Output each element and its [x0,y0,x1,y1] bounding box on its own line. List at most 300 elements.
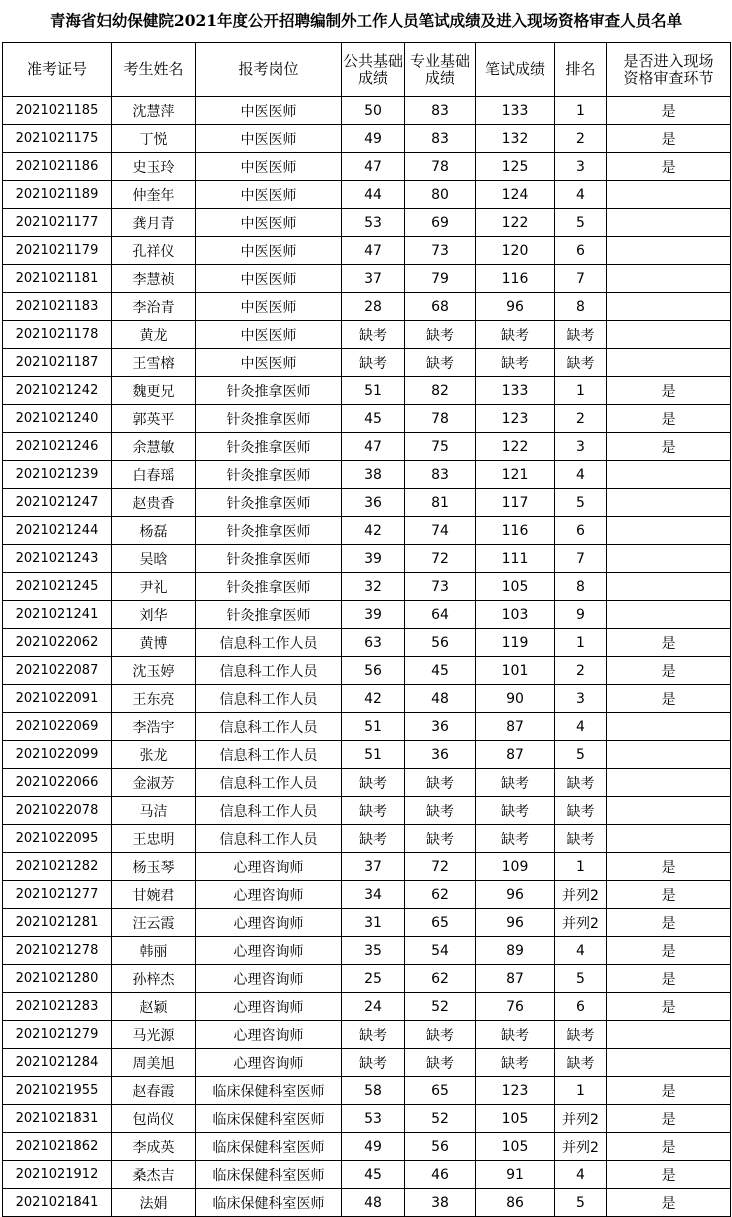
cell-public-score: 缺考 [342,797,405,825]
cell-review [607,181,731,209]
cell-name: 余慧敏 [112,433,196,461]
cell-name: 王雪榕 [112,349,196,377]
cell-professional-score: 56 [405,1133,476,1161]
cell-professional-score: 52 [405,993,476,1021]
cell-review: 是 [607,1133,731,1161]
cell-exam-id: 2021021240 [3,405,112,433]
cell-written-score: 87 [476,741,555,769]
cell-rank: 并列2 [555,1105,607,1133]
table-row [3,1161,731,1189]
cell-position: 信息科工作人员 [196,825,342,853]
cell-position: 针灸推拿医师 [196,433,342,461]
table-row [3,629,731,657]
cell-name: 金淑芳 [112,769,196,797]
cell-review [607,797,731,825]
cell-position: 中医医师 [196,321,342,349]
cell-rank: 并列2 [555,881,607,909]
cell-exam-id: 2021021241 [3,601,112,629]
cell-review [607,237,731,265]
header-professional-score [405,43,476,97]
cell-position: 临床保健科室医师 [196,1133,342,1161]
cell-written-score: 101 [476,657,555,685]
cell-professional-score: 68 [405,293,476,321]
cell-professional-score: 83 [405,97,476,125]
table-row [3,153,731,181]
cell-name: 黄博 [112,629,196,657]
cell-rank: 3 [555,433,607,461]
table-row [3,321,731,349]
cell-rank: 并列2 [555,1133,607,1161]
cell-exam-id: 2021021177 [3,209,112,237]
cell-written-score: 91 [476,1161,555,1189]
cell-name: 赵贵香 [112,489,196,517]
cell-exam-id: 2021021283 [3,993,112,1021]
cell-review [607,741,731,769]
cell-professional-score: 72 [405,545,476,573]
cell-public-score: 缺考 [342,1049,405,1077]
cell-professional-score: 缺考 [405,825,476,853]
cell-name: 龚月青 [112,209,196,237]
cell-rank: 1 [555,629,607,657]
cell-name: 李浩宇 [112,713,196,741]
cell-name: 包尚仪 [112,1105,196,1133]
cell-public-score: 32 [342,573,405,601]
cell-review [607,349,731,377]
cell-exam-id: 2021022078 [3,797,112,825]
cell-position: 心理咨询师 [196,909,342,937]
cell-position: 针灸推拿医师 [196,405,342,433]
cell-name: 仲奎年 [112,181,196,209]
header-rank: 排名 [555,43,607,97]
table-row [3,237,731,265]
cell-rank: 5 [555,489,607,517]
cell-rank: 5 [555,741,607,769]
header-review-line1: 是否进入现场 [623,51,714,70]
cell-exam-id: 2021021281 [3,909,112,937]
cell-rank: 4 [555,461,607,489]
cell-public-score: 35 [342,937,405,965]
cell-position: 针灸推拿医师 [196,573,342,601]
table-row [3,405,731,433]
cell-review [607,461,731,489]
table-row [3,713,731,741]
cell-name: 孔祥仪 [112,237,196,265]
cell-public-score: 58 [342,1077,405,1105]
table-row [3,545,731,573]
cell-review [607,1021,731,1049]
cell-position: 针灸推拿医师 [196,461,342,489]
cell-written-score: 111 [476,545,555,573]
cell-public-score: 缺考 [342,1021,405,1049]
cell-name: 赵颖 [112,993,196,1021]
cell-name: 刘华 [112,601,196,629]
cell-position: 信息科工作人员 [196,713,342,741]
cell-public-score: 53 [342,1105,405,1133]
table-header-row [3,43,731,97]
cell-exam-id: 2021021179 [3,237,112,265]
cell-review: 是 [607,993,731,1021]
cell-public-score: 48 [342,1189,405,1217]
cell-written-score: 86 [476,1189,555,1217]
cell-rank: 缺考 [555,1049,607,1077]
cell-name: 马光源 [112,1021,196,1049]
cell-position: 中医医师 [196,97,342,125]
cell-rank: 4 [555,713,607,741]
cell-professional-score: 80 [405,181,476,209]
cell-exam-id: 2021021831 [3,1105,112,1133]
cell-professional-score: 81 [405,489,476,517]
cell-review [607,489,731,517]
cell-written-score: 122 [476,433,555,461]
cell-public-score: 24 [342,993,405,1021]
cell-review [607,825,731,853]
cell-professional-score: 缺考 [405,769,476,797]
cell-position: 信息科工作人员 [196,769,342,797]
cell-written-score: 105 [476,1133,555,1161]
cell-rank: 4 [555,181,607,209]
cell-written-score: 缺考 [476,1021,555,1049]
table-row [3,517,731,545]
table-row [3,377,731,405]
cell-rank: 1 [555,853,607,881]
cell-review: 是 [607,853,731,881]
cell-written-score: 105 [476,1105,555,1133]
table-row [3,573,731,601]
cell-professional-score: 62 [405,965,476,993]
cell-name: 沈慧萍 [112,97,196,125]
cell-position: 心理咨询师 [196,965,342,993]
cell-name: 郭英平 [112,405,196,433]
cell-position: 中医医师 [196,209,342,237]
cell-name: 杨玉琴 [112,853,196,881]
cell-rank: 8 [555,573,607,601]
cell-public-score: 25 [342,965,405,993]
table-row [3,209,731,237]
cell-written-score: 缺考 [476,797,555,825]
cell-review [607,209,731,237]
cell-position: 信息科工作人员 [196,657,342,685]
cell-written-score: 133 [476,97,555,125]
cell-professional-score: 79 [405,265,476,293]
cell-rank: 缺考 [555,769,607,797]
cell-position: 针灸推拿医师 [196,545,342,573]
cell-professional-score: 62 [405,881,476,909]
cell-written-score: 132 [476,125,555,153]
header-position: 报考岗位 [196,43,342,97]
cell-exam-id: 2021021278 [3,937,112,965]
cell-review [607,769,731,797]
cell-professional-score: 46 [405,1161,476,1189]
cell-review: 是 [607,629,731,657]
cell-position: 心理咨询师 [196,881,342,909]
cell-rank: 4 [555,1161,607,1189]
cell-name: 汪云霞 [112,909,196,937]
cell-name: 尹礼 [112,573,196,601]
cell-name: 李成英 [112,1133,196,1161]
cell-professional-score: 45 [405,657,476,685]
cell-position: 针灸推拿医师 [196,377,342,405]
cell-rank: 2 [555,405,607,433]
cell-position: 信息科工作人员 [196,741,342,769]
table-row [3,97,731,125]
cell-exam-id: 2021021186 [3,153,112,181]
cell-professional-score: 缺考 [405,349,476,377]
cell-name: 张龙 [112,741,196,769]
cell-written-score: 116 [476,517,555,545]
cell-rank: 5 [555,965,607,993]
cell-public-score: 31 [342,909,405,937]
cell-exam-id: 2021021242 [3,377,112,405]
cell-review [607,293,731,321]
cell-review: 是 [607,965,731,993]
cell-review: 是 [607,1077,731,1105]
cell-exam-id: 2021021178 [3,321,112,349]
cell-rank: 缺考 [555,1021,607,1049]
cell-position: 中医医师 [196,293,342,321]
cell-rank: 5 [555,209,607,237]
cell-position: 心理咨询师 [196,1049,342,1077]
cell-public-score: 36 [342,489,405,517]
cell-position: 心理咨询师 [196,937,342,965]
table-row [3,1077,731,1105]
cell-rank: 8 [555,293,607,321]
cell-public-score: 42 [342,517,405,545]
cell-rank: 5 [555,1189,607,1217]
cell-exam-id: 2021022095 [3,825,112,853]
cell-position: 针灸推拿医师 [196,517,342,545]
cell-written-score: 123 [476,1077,555,1105]
cell-written-score: 缺考 [476,349,555,377]
cell-public-score: 37 [342,853,405,881]
cell-professional-score: 73 [405,573,476,601]
cell-review [607,601,731,629]
table-row [3,657,731,685]
cell-position: 中医医师 [196,349,342,377]
cell-name: 李治青 [112,293,196,321]
cell-review [607,517,731,545]
table-row [3,1133,731,1161]
cell-name: 魏更兄 [112,377,196,405]
cell-written-score: 123 [476,405,555,433]
table-row [3,741,731,769]
cell-rank: 缺考 [555,349,607,377]
cell-public-score: 42 [342,685,405,713]
cell-exam-id: 2021022091 [3,685,112,713]
cell-name: 马洁 [112,797,196,825]
cell-written-score: 117 [476,489,555,517]
cell-professional-score: 82 [405,377,476,405]
cell-professional-score: 64 [405,601,476,629]
table-row [3,1189,731,1217]
cell-review: 是 [607,685,731,713]
cell-written-score: 缺考 [476,321,555,349]
table-row [3,685,731,713]
table-row [3,601,731,629]
cell-exam-id: 2021022066 [3,769,112,797]
cell-public-score: 缺考 [342,769,405,797]
cell-exam-id: 2021021239 [3,461,112,489]
cell-review [607,1049,731,1077]
cell-public-score: 50 [342,97,405,125]
cell-written-score: 124 [476,181,555,209]
cell-public-score: 49 [342,125,405,153]
cell-public-score: 51 [342,377,405,405]
cell-professional-score: 74 [405,517,476,545]
cell-public-score: 47 [342,433,405,461]
cell-position: 中医医师 [196,153,342,181]
cell-professional-score: 69 [405,209,476,237]
cell-position: 临床保健科室医师 [196,1077,342,1105]
cell-name: 杨磊 [112,517,196,545]
cell-public-score: 47 [342,153,405,181]
cell-review: 是 [607,937,731,965]
cell-public-score: 45 [342,1161,405,1189]
cell-written-score: 缺考 [476,769,555,797]
cell-rank: 2 [555,125,607,153]
table-row [3,433,731,461]
cell-written-score: 89 [476,937,555,965]
table-row [3,489,731,517]
cell-professional-score: 56 [405,629,476,657]
cell-rank: 6 [555,237,607,265]
cell-review [607,321,731,349]
cell-public-score: 63 [342,629,405,657]
cell-exam-id: 2021021187 [3,349,112,377]
cell-public-score: 37 [342,265,405,293]
cell-position: 针灸推拿医师 [196,601,342,629]
cell-public-score: 51 [342,713,405,741]
cell-public-score: 53 [342,209,405,237]
cell-position: 信息科工作人员 [196,629,342,657]
cell-review [607,265,731,293]
table-row [3,293,731,321]
cell-exam-id: 2021021245 [3,573,112,601]
cell-professional-score: 54 [405,937,476,965]
cell-rank: 6 [555,517,607,545]
cell-exam-id: 2021021282 [3,853,112,881]
table-row [3,461,731,489]
table-row [3,1105,731,1133]
cell-exam-id: 2021021841 [3,1189,112,1217]
cell-professional-score: 缺考 [405,797,476,825]
header-public-score-line1: 公共基础 [342,51,403,70]
cell-rank: 9 [555,601,607,629]
cell-professional-score: 36 [405,713,476,741]
cell-exam-id: 2021021284 [3,1049,112,1077]
cell-public-score: 38 [342,461,405,489]
cell-position: 中医医师 [196,125,342,153]
header-professional-score-line2: 成绩 [424,68,455,87]
cell-exam-id: 2021021243 [3,545,112,573]
header-public-score [342,43,405,97]
cell-name: 史玉玲 [112,153,196,181]
cell-written-score: 121 [476,461,555,489]
cell-name: 李慧祯 [112,265,196,293]
table-row [3,965,731,993]
cell-rank: 缺考 [555,797,607,825]
header-name: 考生姓名 [112,43,196,97]
cell-professional-score: 36 [405,741,476,769]
cell-review: 是 [607,881,731,909]
cell-name: 桑杰吉 [112,1161,196,1189]
cell-exam-id: 2021021279 [3,1021,112,1049]
cell-written-score: 133 [476,377,555,405]
cell-exam-id: 2021022087 [3,657,112,685]
cell-professional-score: 73 [405,237,476,265]
cell-written-score: 87 [476,713,555,741]
cell-exam-id: 2021021277 [3,881,112,909]
table-row [3,797,731,825]
page-title: 青海省妇幼保健院2021年度公开招聘编制外工作人员笔试成绩及进入现场资格审查人员名单 [49,11,683,30]
table-row [3,993,731,1021]
cell-public-score: 47 [342,237,405,265]
cell-name: 丁悦 [112,125,196,153]
cell-review: 是 [607,1189,731,1217]
cell-public-score: 51 [342,741,405,769]
cell-name: 黄龙 [112,321,196,349]
cell-name: 王忠明 [112,825,196,853]
table-row [3,909,731,937]
cell-review: 是 [607,125,731,153]
cell-professional-score: 75 [405,433,476,461]
cell-exam-id: 2021022069 [3,713,112,741]
cell-professional-score: 72 [405,853,476,881]
cell-professional-score: 65 [405,909,476,937]
cell-written-score: 96 [476,909,555,937]
cell-name: 韩丽 [112,937,196,965]
cell-written-score: 122 [476,209,555,237]
cell-exam-id: 2021021175 [3,125,112,153]
cell-written-score: 90 [476,685,555,713]
cell-professional-score: 78 [405,405,476,433]
cell-written-score: 103 [476,601,555,629]
cell-review: 是 [607,1105,731,1133]
cell-exam-id: 2021022062 [3,629,112,657]
cell-position: 临床保健科室医师 [196,1189,342,1217]
table-row [3,1049,731,1077]
cell-exam-id: 2021021280 [3,965,112,993]
cell-name: 周美旭 [112,1049,196,1077]
cell-public-score: 39 [342,601,405,629]
cell-professional-score: 65 [405,1077,476,1105]
cell-exam-id: 2021021862 [3,1133,112,1161]
cell-name: 赵春霞 [112,1077,196,1105]
cell-name: 白春瑶 [112,461,196,489]
cell-name: 王东亮 [112,685,196,713]
cell-rank: 1 [555,1077,607,1105]
cell-position: 信息科工作人员 [196,797,342,825]
cell-position: 信息科工作人员 [196,685,342,713]
cell-review [607,545,731,573]
cell-written-score: 116 [476,265,555,293]
cell-written-score: 109 [476,853,555,881]
cell-exam-id: 2021021181 [3,265,112,293]
cell-professional-score: 78 [405,153,476,181]
cell-rank: 7 [555,545,607,573]
cell-exam-id: 2021021247 [3,489,112,517]
cell-public-score: 49 [342,1133,405,1161]
table-row [3,1021,731,1049]
cell-professional-score: 缺考 [405,1021,476,1049]
cell-review: 是 [607,97,731,125]
header-written-score: 笔试成绩 [476,43,555,97]
table-row [3,825,731,853]
cell-exam-id: 2021021912 [3,1161,112,1189]
cell-rank: 1 [555,377,607,405]
cell-exam-id: 2021022099 [3,741,112,769]
header-review [607,43,731,97]
cell-written-score: 87 [476,965,555,993]
